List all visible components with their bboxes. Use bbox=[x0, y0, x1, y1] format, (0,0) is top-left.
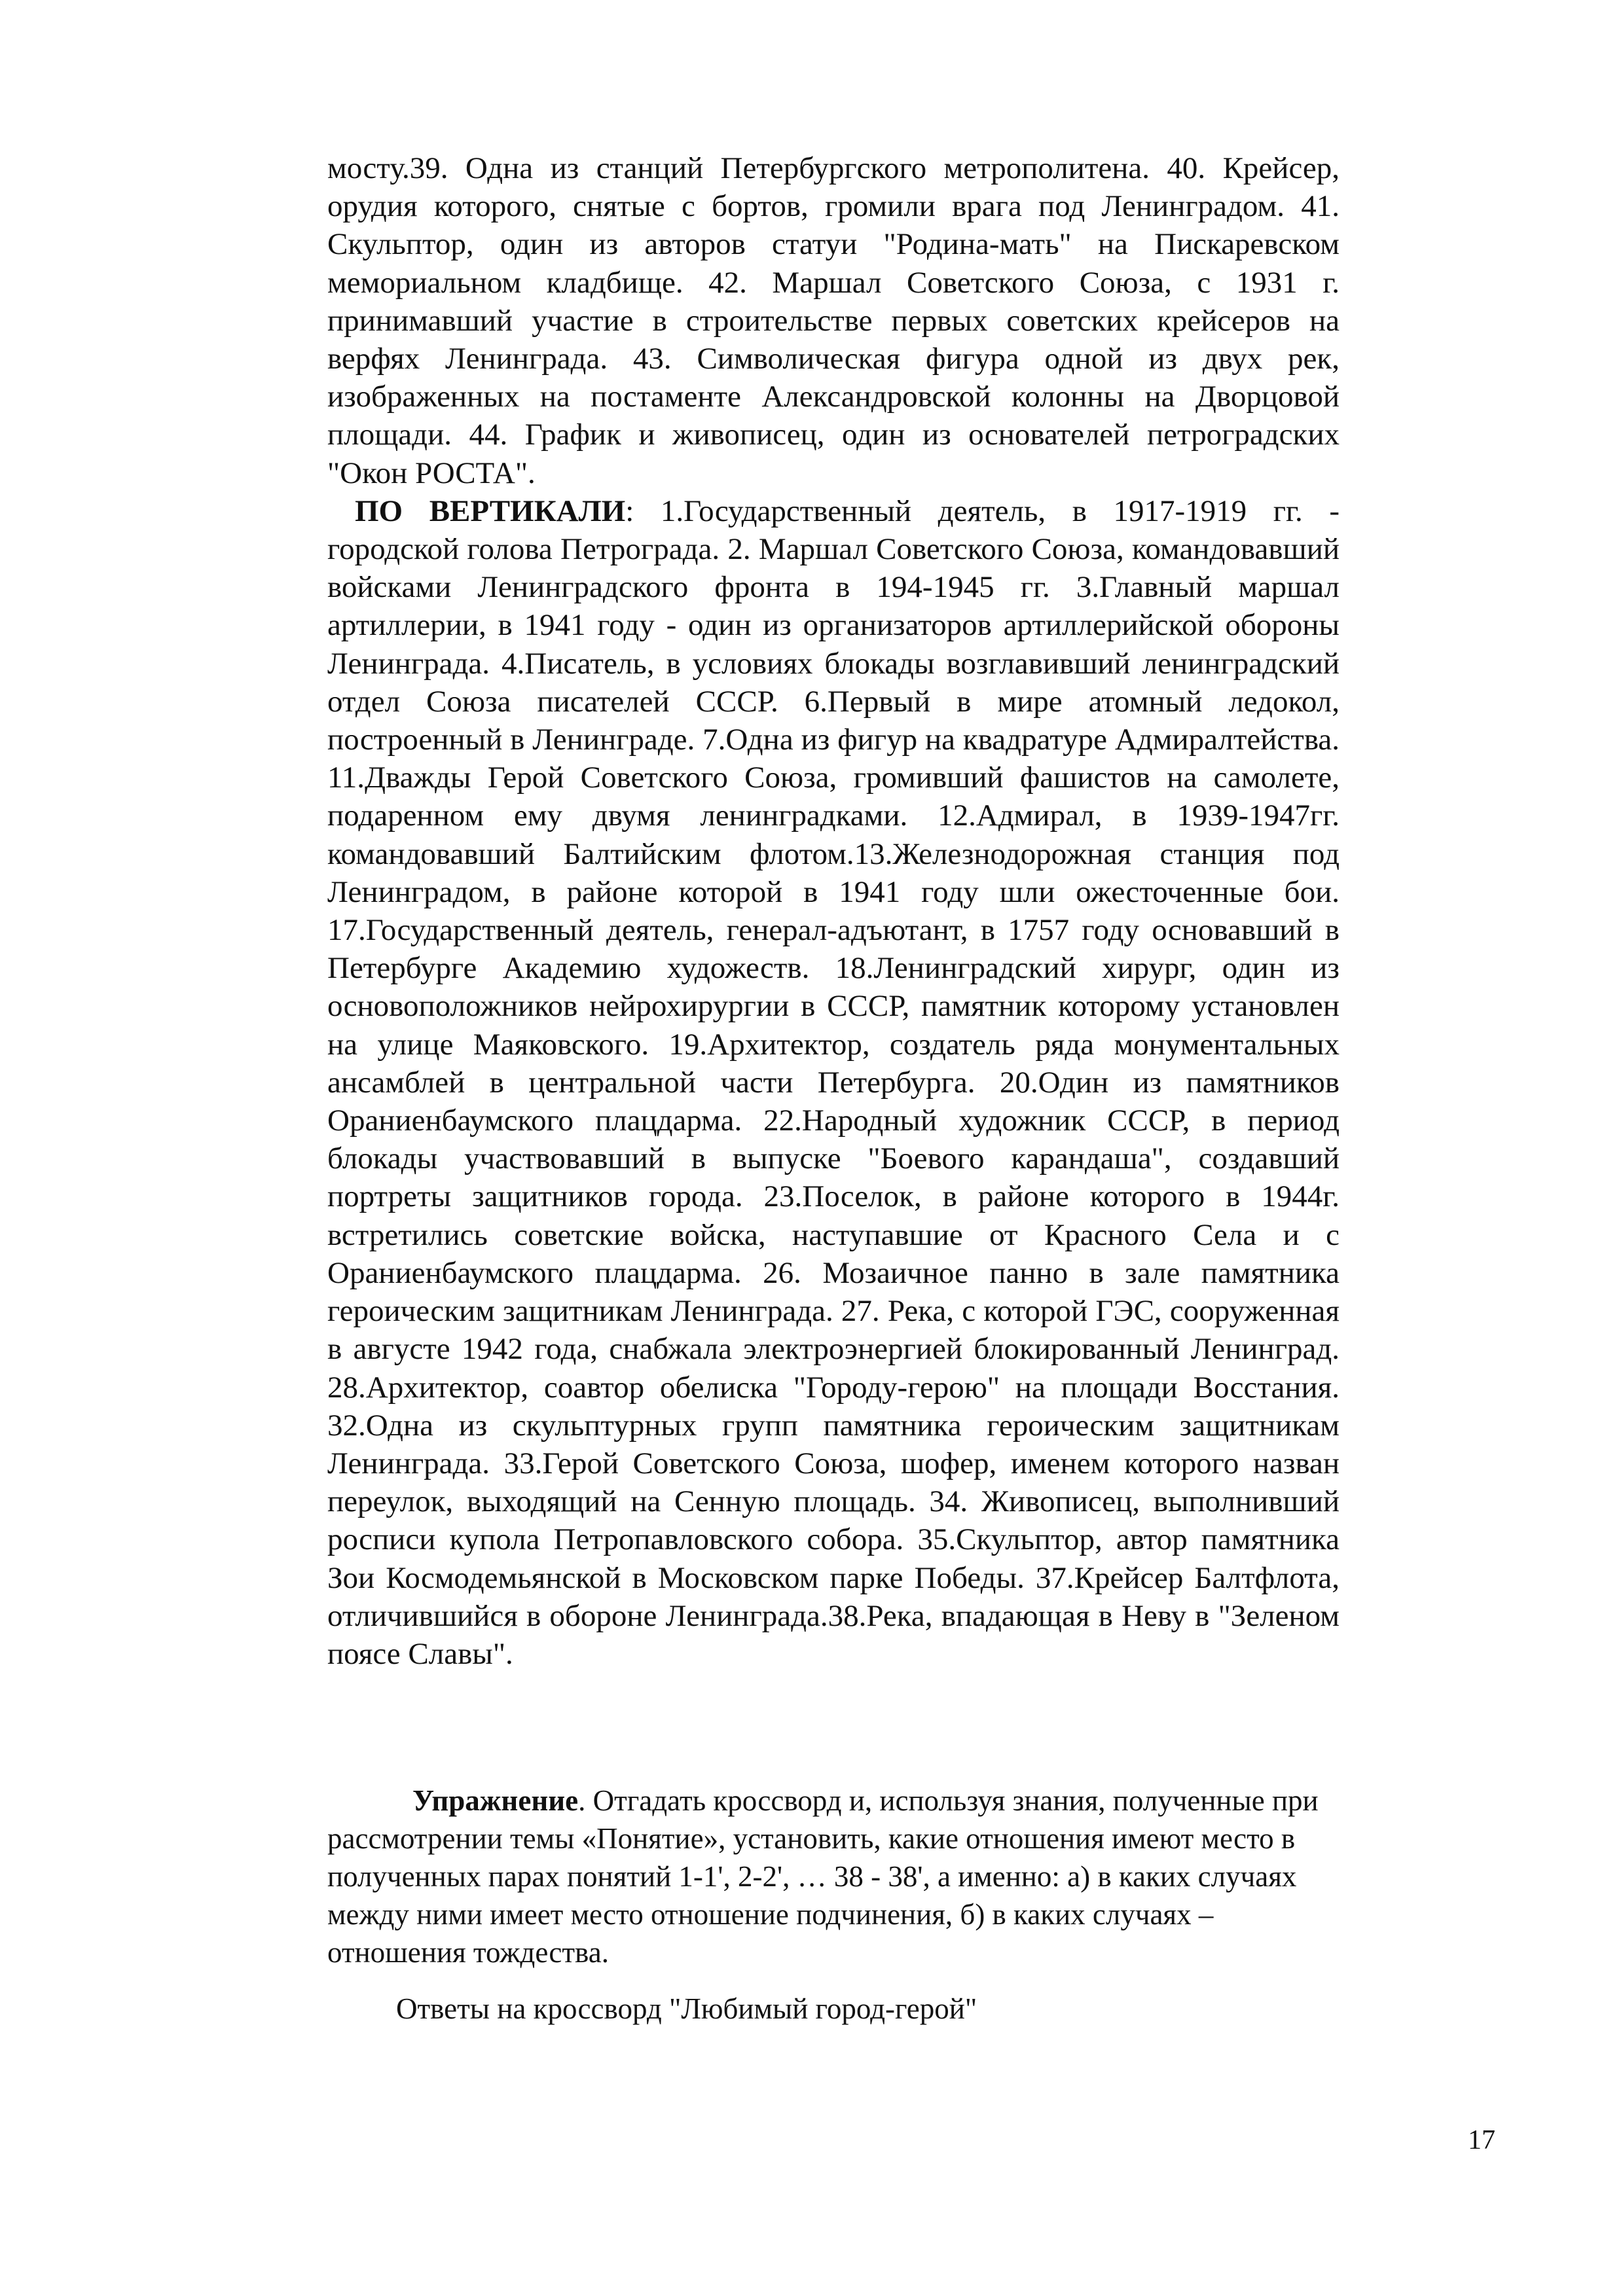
horizontal-clues-continuation: мосту.39. Одна из станций Петербургского метрополитена. 40. Крейсер, орудия которого, снятые с бортов, громили врага под Ленинградом. 41. Скульптор, один из авторов статуи "Родина-мать" на Пискаревском мемориальном кладбище. 42. Маршал Советского Союза, с 1931 г. принимавший участие в строительстве первых советских крейсеров на верфях Ленинграда. 43. Символическая фигура одной из двух рек, изображенных на постаменте Александровской колонны на Дворцовой площади. 44. График и живописец, один из основателей петроградских "Окон РОСТА". bbox=[327, 151, 1340, 490]
exercise-heading: Упражнение bbox=[412, 1784, 579, 1817]
answers-title: Ответы на кроссворд "Любимый город-герой" bbox=[396, 1992, 977, 2025]
vertical-heading: ПО ВЕРТИКАЛИ bbox=[355, 493, 626, 528]
exercise-block bbox=[327, 1782, 1340, 1971]
vertical-clues bbox=[327, 492, 1340, 1673]
page-number: 17 bbox=[1468, 2125, 1495, 2155]
exercise-text: . Отгадать кроссворд и, используя знания, полученные при рассмотрении темы «Понятие», установить, какие отношения имеют место в полученных парах понятий 1-1', 2-2', … 38 - 38', а именно: а) в каких случаях между ними имеет место отношение подчинения, б) в каких случаях – отношения тождества. bbox=[327, 1784, 1319, 1969]
crossword-clues bbox=[327, 149, 1340, 1673]
vertical-clues-text: : 1.Государственный деятель, в 1917-1919 гг. - городской голова Петрограда. 2. Маршал Советского Союза, командовавший войсками Ленинградского фронта в 194-1945 гг. 3.Главный маршал артиллерии, в 1941 году - один из организаторов артиллерийской обороны Ленинграда. 4.Писатель, в условиях блокады возглавивший ленинградский отдел Союза писателей СССР. 6.Первый в мире атомный ледокол, построенный в Ленинграде. 7.Одна из фигур на квадратуре Адмиралтейства. 11.Дважды Герой Советского Союза, громивший фашистов на самолете, подаренном ему двумя ленинградками. 12.Адмирал, в 1939-1947гг. командовавший Балтийским флотом.13.Железнодорожная станция под Ленинградом, в районе которой в 1941 году шли ожесточенные бои. 17.Государственный деятель, генерал-адъютант, в 1757 году основавший в Петербурге Академию художеств. 18.Ленинградский хирург, один из основоположников нейрохирургии в СССР, памятник которому установлен на улице Маяковского. 19.Архитектор, создатель ряда монументальных ансамблей в центральной части Петербурга. 20.Один из памятников Ораниенбаумского плацдарма. 22.Народный художник СССР, в период блокады участвовавший в выпуске "Боевого карандаша", создавший портреты защитников города. 23.Поселок, в районе которого в 1944г. встретились советские войска, наступавшие от Красного Села и с Ораниенбаумского плацдарма. 26. Мозаичное панно в зале памятника героическим защитникам Ленинграда. 27. Река, с которой ГЭС, сооруженная в августе 1942 года, снабжала электроэнергией блокированный Ленинград. 28.Архитектор, соавтор обелиска "Городу-герою" на площади Восстания. 32.Одна из скульптурных групп памятника героическим защитникам Ленинграда. 33.Герой Советского Союза, шофер, именем которого назван переулок, выходящий на Сенную площадь. 34. Живописец, выполнивший росписи купола Петропавловского собора. 35.Скульптор, автор памятника Зои Космодемьянской в Московском парке Победы. 37.Крейсер Балтфлота, отличившийся в обороне Ленинграда.38.Река, впадающая в Неву в "Зеленом поясе Славы". bbox=[327, 493, 1340, 1671]
exercise-paragraph bbox=[327, 1782, 1340, 1971]
